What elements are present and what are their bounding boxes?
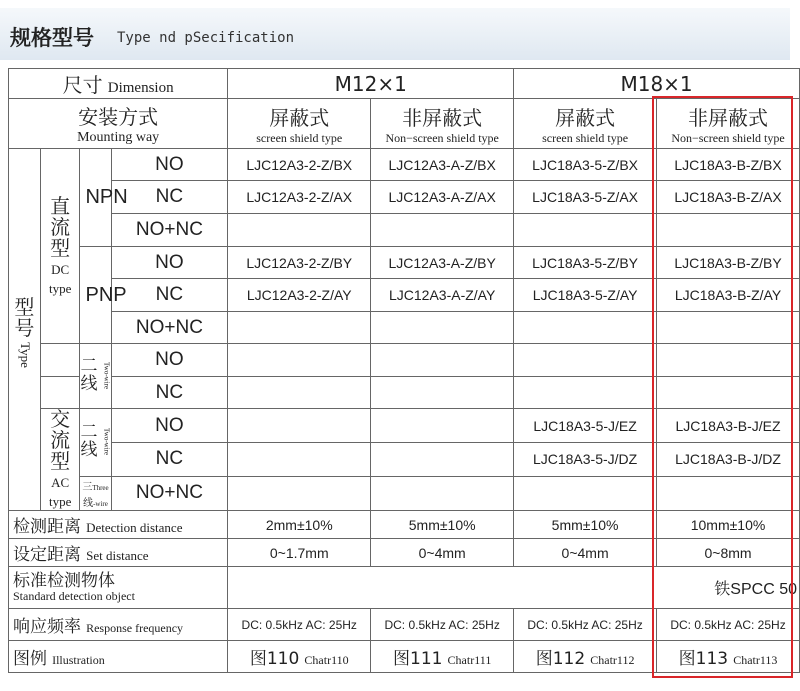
empty-cell [657,377,800,409]
empty-cell [514,377,657,409]
set-distance-value: 0~8mm [657,539,800,567]
response-value: DC: 0.5kHz AC: 25Hz [514,609,657,641]
output-nc: NC [111,377,228,409]
detection-value: 5mm±10% [371,511,514,539]
output-nonc: NO+NC [111,476,228,510]
dimension-header: 尺寸 Dimension [9,69,228,99]
m12-header: M12×1 [228,69,514,99]
output-nc: NC [111,181,228,214]
dc-blank [40,377,80,409]
empty-cell [228,409,371,443]
empty-cell [657,312,800,344]
empty-cell [371,409,514,443]
output-nc: NC [111,443,228,476]
empty-cell [657,214,800,247]
model-cell: LJC12A3-A-Z/AY [371,279,514,312]
ac-type-label: 交流型 AC type [40,409,80,511]
output-no: NO [111,344,228,377]
output-no: NO [111,247,228,279]
m18-shield-header: 屏蔽式 screen shield type [514,99,657,149]
type-label: 型号 Type [9,149,41,511]
page-title: 规格型号 [10,26,94,50]
two-wire-label: 二线 Two-wire [80,344,111,409]
response-value: DC: 0.5kHz AC: 25Hz [657,609,800,641]
empty-cell [657,476,800,510]
m18-header: M18×1 [514,69,800,99]
empty-cell [514,214,657,247]
detection-value: 2mm±10% [228,511,371,539]
page-subtitle: Type nd pSecification [117,30,295,46]
set-distance-value: 0~1.7mm [228,539,371,567]
detection-value: 10mm±10% [657,511,800,539]
empty-cell [371,344,514,377]
empty-cell [228,443,371,476]
model-cell: LJC18A3-5-Z/AY [514,279,657,312]
m12-nonshield-header: 非屏蔽式 Non−screen shield type [371,99,514,149]
model-cell: LJC18A3-5-Z/BY [514,247,657,279]
output-nonc: NO+NC [111,214,228,247]
model-cell: LJC18A3-B-J/DZ [657,443,800,476]
model-cell: LJC12A3-A-Z/BY [371,247,514,279]
dc-type-label: 直流型 DC type [40,149,80,344]
empty-cell [228,476,371,510]
model-cell: LJC12A3-2-Z/AY [228,279,371,312]
empty-cell [371,214,514,247]
model-cell: LJC18A3-B-Z/AY [657,279,800,312]
empty-cell [371,312,514,344]
pnp-label: PNP [80,247,111,344]
empty-cell [371,476,514,510]
model-cell: LJC12A3-A-Z/AX [371,181,514,214]
detection-label: 检测距离 Detection distance [9,511,228,539]
set-distance-label: 设定距离 Set distance [9,539,228,567]
m12-shield-header: 屏蔽式 screen shield type [228,99,371,149]
set-distance-value: 0~4mm [514,539,657,567]
three-wire-label: 三Three 线-wire [80,476,111,510]
model-cell: LJC12A3-2-Z/BY [228,247,371,279]
model-cell: LJC12A3-2-Z/AX [228,181,371,214]
model-cell: LJC18A3-B-Z/AX [657,181,800,214]
empty-cell [371,377,514,409]
output-nc: NC [111,279,228,312]
page-header [0,8,790,60]
empty-cell [371,443,514,476]
empty-cell [228,214,371,247]
set-distance-value: 0~4mm [371,539,514,567]
spec-table [8,68,800,673]
empty-cell [514,344,657,377]
detection-value: 5mm±10% [514,511,657,539]
illustration-label: 图例 Illustration [9,641,228,673]
response-value: DC: 0.5kHz AC: 25Hz [371,609,514,641]
npn-label: NPN [80,149,111,247]
ac-two-wire-label: 二线 Two-wire [80,409,111,477]
m18-nonshield-header: 非屏蔽式 Non−screen shield type [657,99,800,149]
dc-blank [40,344,80,377]
empty-cell [657,344,800,377]
standard-object-value: 铁SPCC 50 [228,567,800,609]
model-cell: LJC18A3-B-Z/BX [657,149,800,181]
output-no: NO [111,409,228,443]
empty-cell [228,312,371,344]
empty-cell [228,344,371,377]
model-cell: LJC18A3-5-J/DZ [514,443,657,476]
illustration-ref: 图113 Chatr113 [657,641,800,673]
output-nonc: NO+NC [111,312,228,344]
illustration-ref: 图112 Chatr112 [514,641,657,673]
standard-object-label: 标准检测物体 Standard detection object [9,567,228,609]
model-cell: LJC18A3-B-J/EZ [657,409,800,443]
model-cell: LJC18A3-5-Z/AX [514,181,657,214]
mounting-header: 安装方式 Mounting way [9,99,228,149]
empty-cell [514,312,657,344]
response-value: DC: 0.5kHz AC: 25Hz [228,609,371,641]
model-cell: LJC12A3-2-Z/BX [228,149,371,181]
model-cell: LJC18A3-5-Z/BX [514,149,657,181]
illustration-ref: 图110 Chatr110 [228,641,371,673]
model-cell: LJC18A3-B-Z/BY [657,247,800,279]
model-cell: LJC12A3-A-Z/BX [371,149,514,181]
illustration-ref: 图111 Chatr111 [371,641,514,673]
response-label: 响应频率 Response frequency [9,609,228,641]
empty-cell [514,476,657,510]
empty-cell [228,377,371,409]
output-no: NO [111,149,228,181]
model-cell: LJC18A3-5-J/EZ [514,409,657,443]
